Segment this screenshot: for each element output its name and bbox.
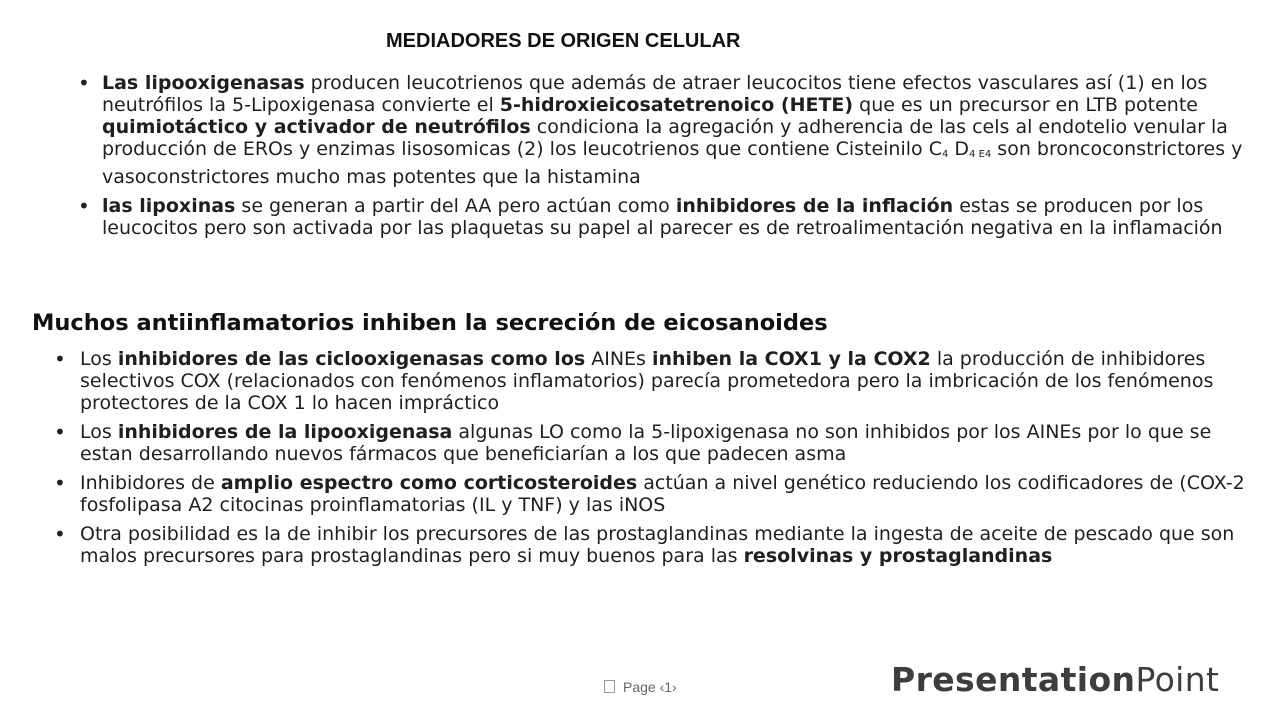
body-text: producen leucotrienos que además de atraer leucocitos tiene efectos vasculares así (1) en los neutrófilos la 5-Lipoxigenasa convierte el [102,72,1208,116]
body-text: D [948,138,970,160]
page-number: Page ‹1› [623,679,677,695]
bullet-item-lipoxinas [102,195,1262,239]
bullet-item-amplio-espectro [80,472,1260,516]
page-footer [604,679,677,695]
bullet-item-aceite-pescado [80,523,1260,567]
body-text: algunas LO como la 5-lipoxigenasa no son inhibidos por los AINEs por lo que se estan desarrollando nuevos fármacos que beneficiarían a los que padecen asma [80,421,1212,465]
body-text: Otra posibilidad es la de inhibir los precursores de las prostaglandinas mediante la ingesta de aceite de pescado que son malos precursores para prostaglandinas pero si muy buenos para las [80,523,1235,567]
presentationpoint-logo [891,660,1219,699]
body-text: AINEs [585,348,652,370]
bullet-item-lipooxigenasa [80,421,1260,465]
body-text: Los [80,421,118,443]
logo-text-point: Point [1135,660,1220,699]
bold-text: resolvinas y prostaglandinas [743,545,1053,567]
body-text: son broncoconstrictores y vasoconstrictores mucho mas potentes que la histamina [102,138,1243,188]
body-text: la producción de inhibidores selectivos COX (relacionados con fenómenos inflamatorios) parecía prometedora pero la imbricación de los fenómenos protectores de la COX 1 lo hacen impráctico [80,348,1214,414]
subscript-text: 4 [941,149,949,160]
body-text: actúan a nivel genético reduciendo los codificadores de (COX-2 fosfolipasa A2 citocinas proinflamatorias (IL y TNF) y las iNOS [80,472,1245,516]
body-text: Inhibidores de [80,472,221,494]
bullet-item-ciclooxigenasas [80,348,1260,414]
bold-text: inhibidores de la lipooxigenasa [117,421,453,443]
bullet-list-lipooxigenasas [102,72,1262,239]
bold-text: 5-hidroxieicosatetrenoico (HETE) [499,94,854,116]
body-text: Los [80,348,118,370]
bullet-item-lipooxigenasas [102,72,1262,188]
subscript-text: E4 [975,149,992,160]
body-text: condiciona la agregación y adherencia de las cels al endotelio venular la producción de EROs y enzimas lisosomicas (2) los leucotrienos que contiene Cisteinilo C [102,116,1228,160]
bold-text: inhiben la COX1 y la COX2 [651,348,931,370]
subscript-text: 4 [969,149,976,160]
bold-text: las lipoxinas [102,195,236,217]
bold-text: amplio espectro como corticosteroides [220,472,638,494]
bold-text: inhibidores de las ciclooxigenasas como los [117,348,586,370]
bold-text: Las lipooxigenasas [102,72,305,94]
bold-text: quimiotáctico y activador de neutrófilos [102,116,531,138]
body-text: estas se producen por los leucocitos pero son activada por las plaquetas su papel al parecer es de retroalimentación negativa en la inflamación [102,195,1223,239]
section-heading: Muchos antiinflamatorios inhiben la secreción de eicosanoides [32,310,828,336]
bold-text: inhibidores de la inflación [675,195,954,217]
body-text: que es un precursor en LTB potente [853,94,1198,116]
body-text: se generan a partir del AA pero actúan como [235,195,676,217]
logo-text-presentation: Presentation [891,660,1136,699]
slide-title: MEDIADORES DE ORIGEN CELULAR [386,30,741,52]
page-glyph-icon [604,680,615,693]
bullet-list-antiinflamatorios [80,348,1260,567]
